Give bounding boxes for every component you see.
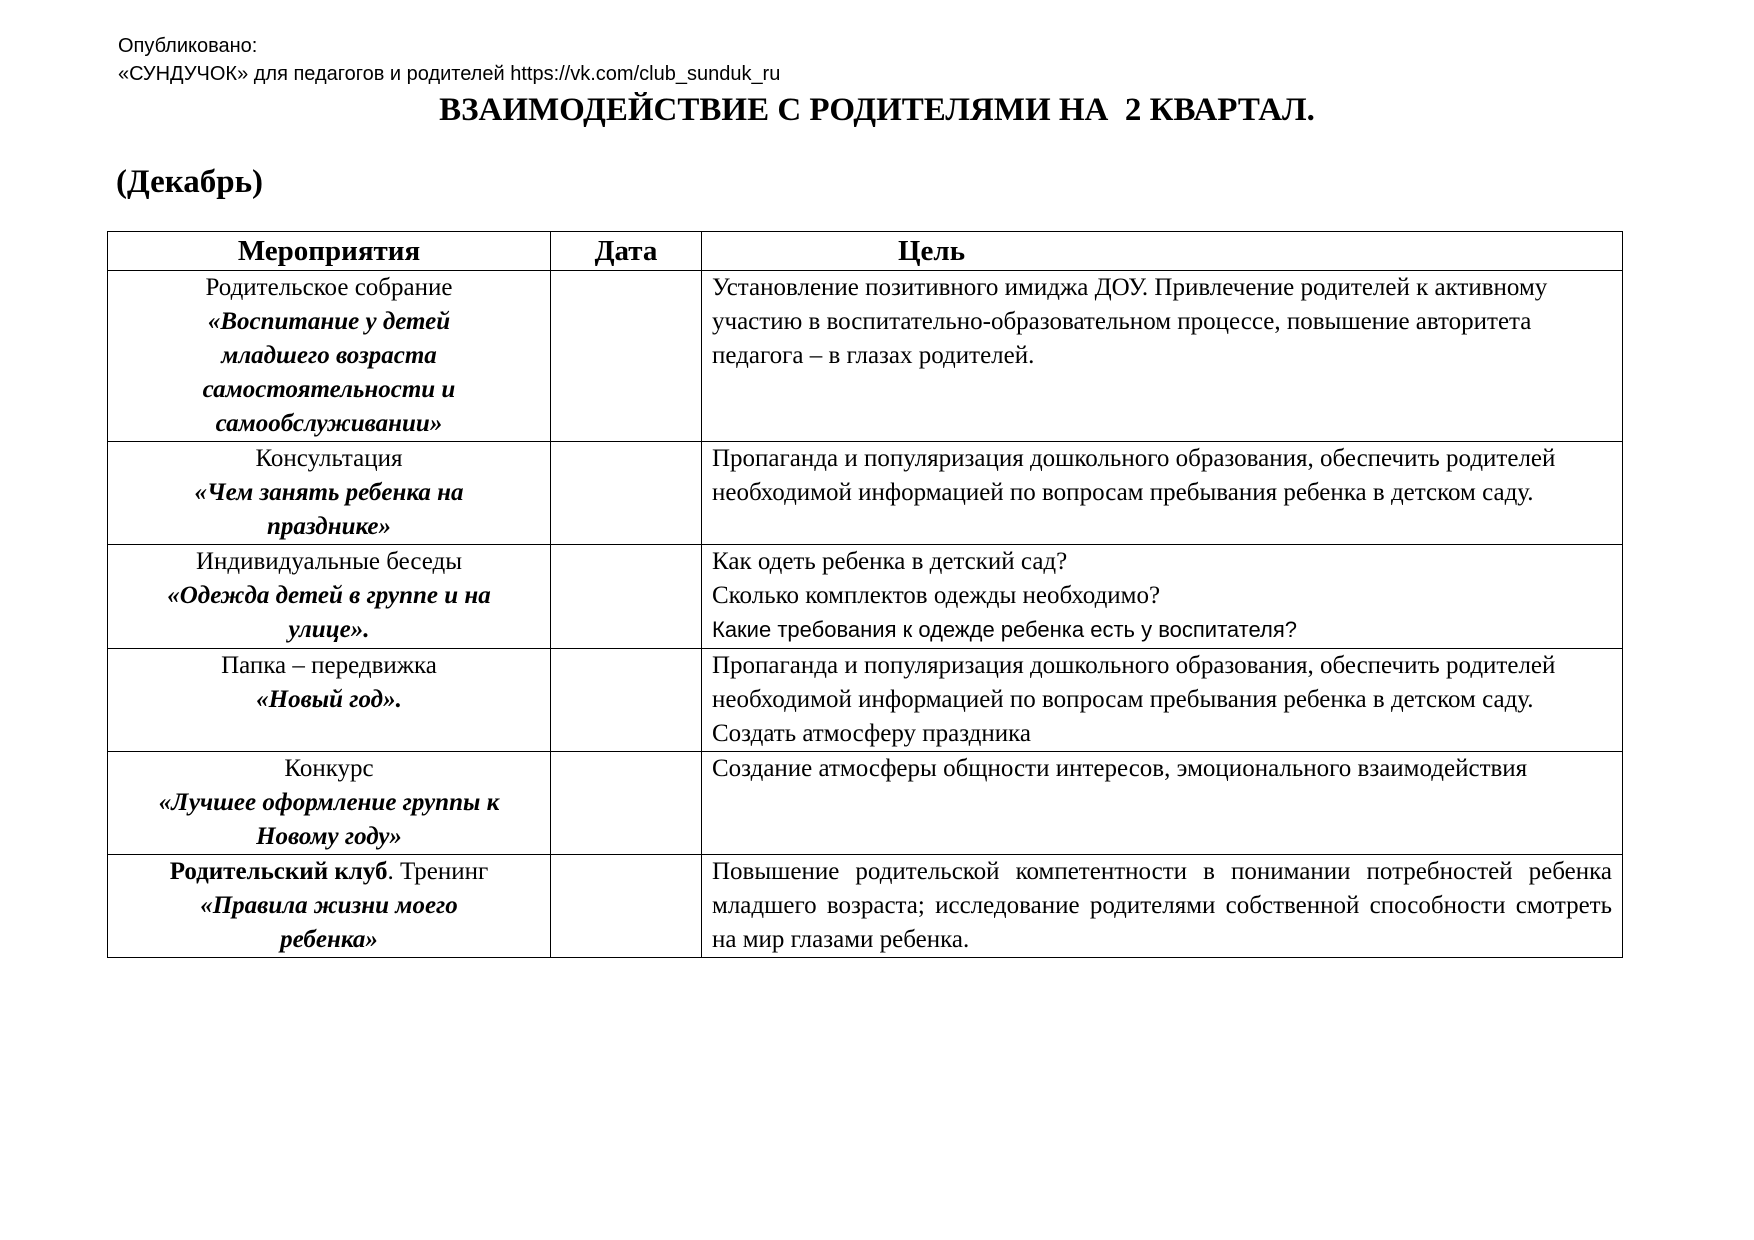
event-type: Консультация [255,445,403,472]
event-type-training: . Тренинг [387,858,489,885]
date-cell [551,752,702,855]
table-row [108,271,1623,442]
date-cell [551,271,702,442]
event-type: Папка – передвижка [221,652,437,679]
published-source: «СУНДУЧОК» для педагогов и родителей https://vk.com/club_sunduk_ru [118,63,781,85]
event-type [118,855,540,889]
event-name: «Чем занять ребенка на празднике» [194,479,464,540]
goal-cell [702,545,1623,649]
column-header-goal: Цель [702,232,1623,271]
date-cell [551,649,702,752]
date-cell [551,442,702,545]
event-name: «Правила жизни моего ребенка» [200,892,458,953]
event-type: Конкурс [284,755,374,782]
goal-cell: Повышение родительской компетентности в понимании потребностей ребенка младшего возраста; исследование родителями собственной способности смотреть на мир глазами ребенка. [702,855,1623,958]
document-title: ВЗАИМОДЕЙСТВИЕ С РОДИТЕЛЯМИ НА 2 КВАРТАЛ. [439,92,1315,128]
event-cell [108,752,551,855]
event-cell [108,545,551,649]
event-type-club: Родительский клуб [169,858,388,885]
published-label: Опубликовано: [118,35,258,57]
table-row [108,545,1623,649]
table-row [108,752,1623,855]
event-type: Индивидуальные беседы [195,548,463,575]
event-cell [108,442,551,545]
goal-question: Сколько комплектов одежды необходимо? [712,582,1161,609]
table-row [108,442,1623,545]
parents-interaction-table [107,231,1623,958]
goal-question: Как одеть ребенка в детский сад? [712,548,1068,575]
table-row [108,649,1623,752]
document-subtitle: (Декабрь) [116,164,264,200]
goal-cell: Установление позитивного имиджа ДОУ. Привлечение родителей к активному участию в воспитательно-образовательном процессе, повышение авторитета педагога – в глазах родителей. [702,271,1623,442]
event-name: «Воспитание у детей младшего возраста самостоятельности и самообслуживании» [202,308,456,437]
goal-question: Какие требования к одежде ребенка есть у воспитателя? [712,617,1297,642]
date-cell [551,545,702,649]
date-cell [551,855,702,958]
table-header-row [108,232,1623,271]
goal-cell: Пропаганда и популяризация дошкольного образования, обеспечить родителей необходимой информацией по вопросам пребывания ребенка в детском саду. Создать атмосферу праздника [702,649,1623,752]
event-cell [108,649,551,752]
event-cell [108,271,551,442]
event-cell [108,855,551,958]
column-header-date: Дата [551,232,702,271]
goal-cell: Создание атмосферы общности интересов, эмоционального взаимодействия [702,752,1623,855]
event-name: «Новый год». [256,686,402,713]
published-note [118,32,780,88]
event-name: «Одежда детей в группе и на улице». [167,582,491,643]
column-header-event: Мероприятия [108,232,551,271]
event-name: «Лучшее оформление группы к Новому году» [158,789,500,850]
goal-cell: Пропаганда и популяризация дошкольного образования, обеспечить родителей необходимой информацией по вопросам пребывания ребенка в детском саду. [702,442,1623,545]
table-row [108,855,1623,958]
event-type: Родительское собрание [205,274,453,301]
